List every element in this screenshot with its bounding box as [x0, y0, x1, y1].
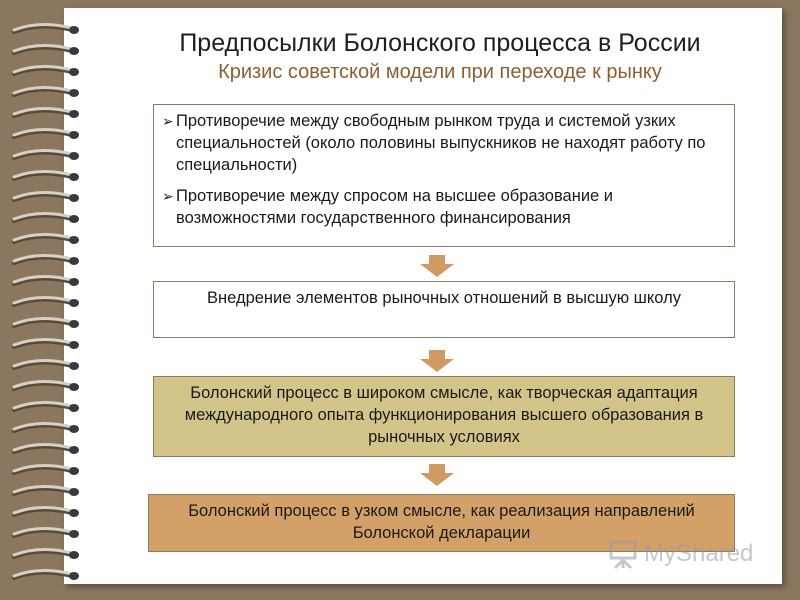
spiral-ring-icon	[14, 528, 79, 538]
watermark	[608, 538, 768, 572]
spiral-ring-icon	[14, 255, 79, 265]
spiral-ring-icon	[14, 108, 79, 118]
spiral-ring-icon	[14, 423, 79, 433]
slide-title: Предпосылки Болонского процесса в России	[179, 29, 701, 57]
arrow-bullet-icon: ➢	[162, 113, 174, 129]
spiral-ring-icon	[14, 213, 79, 223]
spiral-binding	[0, 0, 100, 600]
bologna-broad-box: Болонский процесс в широком смысле, как творческая адаптация международного опыта функционирования высшего образования в рыночных условиях	[153, 376, 735, 457]
arrow-bullet-icon: ➢	[162, 188, 174, 204]
contradiction-text: Противоречие между спросом на высшее образование и возможностями государственного финансирования	[176, 187, 614, 227]
down-arrow-icon	[420, 464, 454, 486]
spiral-ring-icon	[14, 24, 79, 34]
spiral-ring-icon	[14, 339, 79, 349]
spiral-ring-icon	[14, 150, 79, 160]
bologna-narrow-box: Болонский процесс в узком смысле, как реализация направлений Болонской декларации	[148, 494, 735, 552]
spiral-ring-icon	[14, 45, 79, 55]
down-arrow-icon	[420, 255, 454, 277]
spiral-ring-icon	[14, 360, 79, 370]
spiral-ring-icon	[14, 234, 79, 244]
spiral-ring-icon	[14, 444, 79, 454]
spiral-ring-icon	[14, 171, 79, 181]
spiral-ring-icon	[14, 465, 79, 475]
contradictions-box	[153, 104, 735, 247]
spiral-ring-icon	[14, 570, 79, 580]
spiral-ring-icon	[14, 507, 79, 517]
spiral-ring-icon	[14, 402, 79, 412]
spiral-ring-icon	[14, 486, 79, 496]
spiral-ring-icon	[14, 87, 79, 97]
spiral-ring-icon	[14, 276, 79, 286]
spiral-ring-icon	[14, 129, 79, 139]
spiral-ring-icon	[14, 549, 79, 559]
watermark-text: MyShared	[644, 540, 754, 567]
presentation-icon	[608, 538, 640, 570]
spiral-ring-icon	[14, 318, 79, 328]
market-relations-box: Внедрение элементов рыночных отношений в высшую школу	[153, 281, 735, 338]
spiral-ring-icon	[14, 381, 79, 391]
slide-subtitle: Кризис советской модели при переходе к рынку	[218, 61, 662, 83]
down-arrow-icon	[420, 350, 454, 372]
list-item	[162, 110, 726, 176]
spiral-ring-icon	[14, 66, 79, 76]
spiral-ring-icon	[14, 192, 79, 202]
contradiction-text: Противоречие между свободным рынком труда и системой узких специальностей (около половины выпускников не находят работу по специальности)	[176, 112, 706, 174]
list-item	[162, 185, 726, 229]
spiral-ring-icon	[14, 297, 79, 307]
